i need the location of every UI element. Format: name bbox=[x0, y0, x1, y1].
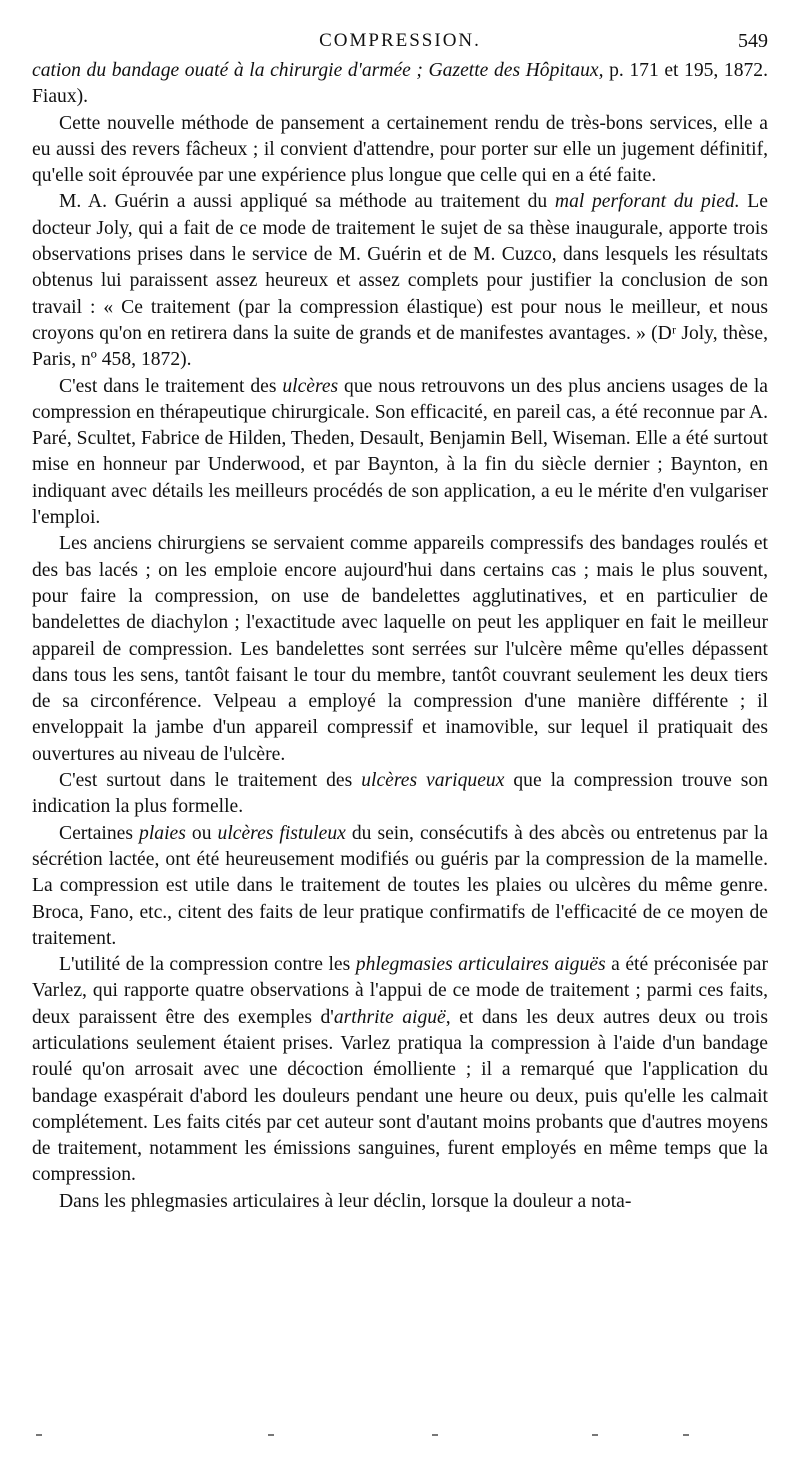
text-run: Le docteur Joly, qui a fait de ce mode de traitement le sujet de sa thèse inaugurale, apporte trois observations prises dans le service de M. Guérin et de M. Cuzco, dans lesquels les résultats obtenus lui paraissent assez heureux et assez complets pour justifier la conclusion de son travail : « Ce traitement (par la compression élastique) est pour nous le meilleur, et nous croyons qu'on en retirera dans la suite de grands et de manifestes avantages. » (Dʳ Joly, thèse, Paris, nº 458, 1872). bbox=[32, 191, 768, 371]
body-text bbox=[32, 58, 768, 1215]
paragraph bbox=[32, 58, 768, 111]
text-run: que nous retrouvons un des plus anciens usages de la compression en thérapeutique chirurgicale. Son efficacité, en pareil cas, a été reconnue par A. Paré, Scultet, Fabrice de Hilden, Theden, Desault, Benjamin Bell, Wiseman. Elle a été surtout mise en honneur par Underwood, et par Baynton, à la fin du siècle dernier ; Baynton, en indiquant avec détails les meilleurs procédés de son application, a eu le mérite d'en vulgariser l'emploi. bbox=[32, 375, 768, 529]
paragraph bbox=[32, 952, 768, 1189]
text-run: Les anciens chirurgiens se servaient comme appareils compressifs des bandages roulés et des bas lacés ; on les emploie encore aujourd'hui dans certains cas ; mais le plus souvent, pour faire la compression, on use de bandelettes agglutinatives, et en particulier de bandelettes de diachylon ; l'exactitude avec laquelle on peut les appliquer en fait le meilleur appareil de compression. Les bandelettes sont serrées sur l'ulcère même qu'elles dépassent dans tous les sens, tantôt faisant le tour du membre, tantôt couvrant seulement les deux tiers de sa circonférence. Velpeau a employé la compression d'une manière différente ; il enveloppait la jambe d'un appareil compressif et inamovible, sur lequel il pratiquait des ouvertures au niveau de l'ulcère. bbox=[32, 533, 768, 765]
paragraph bbox=[32, 111, 768, 190]
paragraph bbox=[32, 189, 768, 373]
text-run: C'est surtout dans le traitement des bbox=[59, 770, 362, 792]
text-run: M. A. Guérin a aussi appliqué sa méthode au traitement du bbox=[59, 191, 555, 213]
running-header bbox=[32, 28, 768, 58]
text-run: L'utilité de la compression contre les bbox=[59, 954, 356, 976]
scan-marks bbox=[0, 1434, 800, 1444]
text-run: du sein, consécutifs à des abcès ou entretenus par la sécrétion lactée, ont été heureusement modifiés ou guéris par la compression de la mamelle. La compression est utile dans le traitement de toutes les plaies ou ulcères du même genre. Broca, Fano, etc., citent des faits de leur pratique confirmatifs de l'efficacité de ce moyen de traitement. bbox=[32, 822, 768, 949]
italic-text: plaies bbox=[139, 822, 186, 844]
italic-text: arthrite aiguë bbox=[333, 1006, 446, 1028]
running-title: COMPRESSION. bbox=[319, 30, 481, 51]
text-run: Cette nouvelle méthode de pansement a certainement rendu de très-bons services, elle a eu aussi des revers fâcheux ; il convient d'attendre, pour porter sur elle un jugement définitif, qu'elle soit éprouvée par une expérience plus longue que celle qui en a été faite. bbox=[32, 112, 768, 187]
text-run: ou bbox=[185, 822, 218, 844]
text-run: , et dans les deux autres deux ou trois articulations seulement étaient prises. Varlez pratiqua la compression à l'aide d'un bandage roulé qu'on arrosait avec une décoction émolliente ; il a remarqué que l'application du bandage exaspérait d'abord les douleurs pendant une heure ou deux, puis qu'elle les calmait complétement. Les faits cités par cet auteur sont d'autant moins probants que d'autres moyens de traitement, notamment les émissions sanguines, furent employés en même temps que la compression. bbox=[32, 1006, 768, 1186]
text-run: p. 171 et 195, 1872. Fiaux). bbox=[32, 60, 768, 108]
text-run: a été préconisée par Varlez, qui rapporte quatre observations à l'appui de ce mode de traitement ; parmi ces faits, deux paraissent être des exemples d' bbox=[32, 954, 769, 1028]
page-number: 549 bbox=[738, 30, 768, 52]
paragraph bbox=[32, 374, 768, 532]
paragraph bbox=[32, 821, 768, 952]
italic-text: cation du bandage ouaté à la chirurgie d'armée ; Gazette des Hôpitaux, bbox=[32, 60, 604, 81]
italic-text: phlegmasies articulaires aiguës bbox=[355, 954, 606, 976]
text-run: que la compression trouve son indication la plus formelle. bbox=[32, 770, 768, 818]
paragraph bbox=[32, 768, 768, 821]
italic-text: ulcères fistuleux bbox=[217, 822, 346, 844]
paragraph bbox=[32, 531, 768, 768]
text-run: C'est dans le traitement des bbox=[59, 375, 283, 397]
italic-text: mal perforant du pied. bbox=[554, 191, 740, 213]
text-run: Certaines bbox=[59, 822, 140, 844]
italic-text: ulcères bbox=[282, 375, 339, 397]
paragraph bbox=[32, 1189, 768, 1215]
text-run: Dans les phlegmasies articulaires à leur déclin, lorsque la douleur a nota- bbox=[59, 1190, 632, 1212]
italic-text: ulcères variqueux bbox=[361, 770, 505, 792]
page bbox=[32, 28, 768, 1215]
